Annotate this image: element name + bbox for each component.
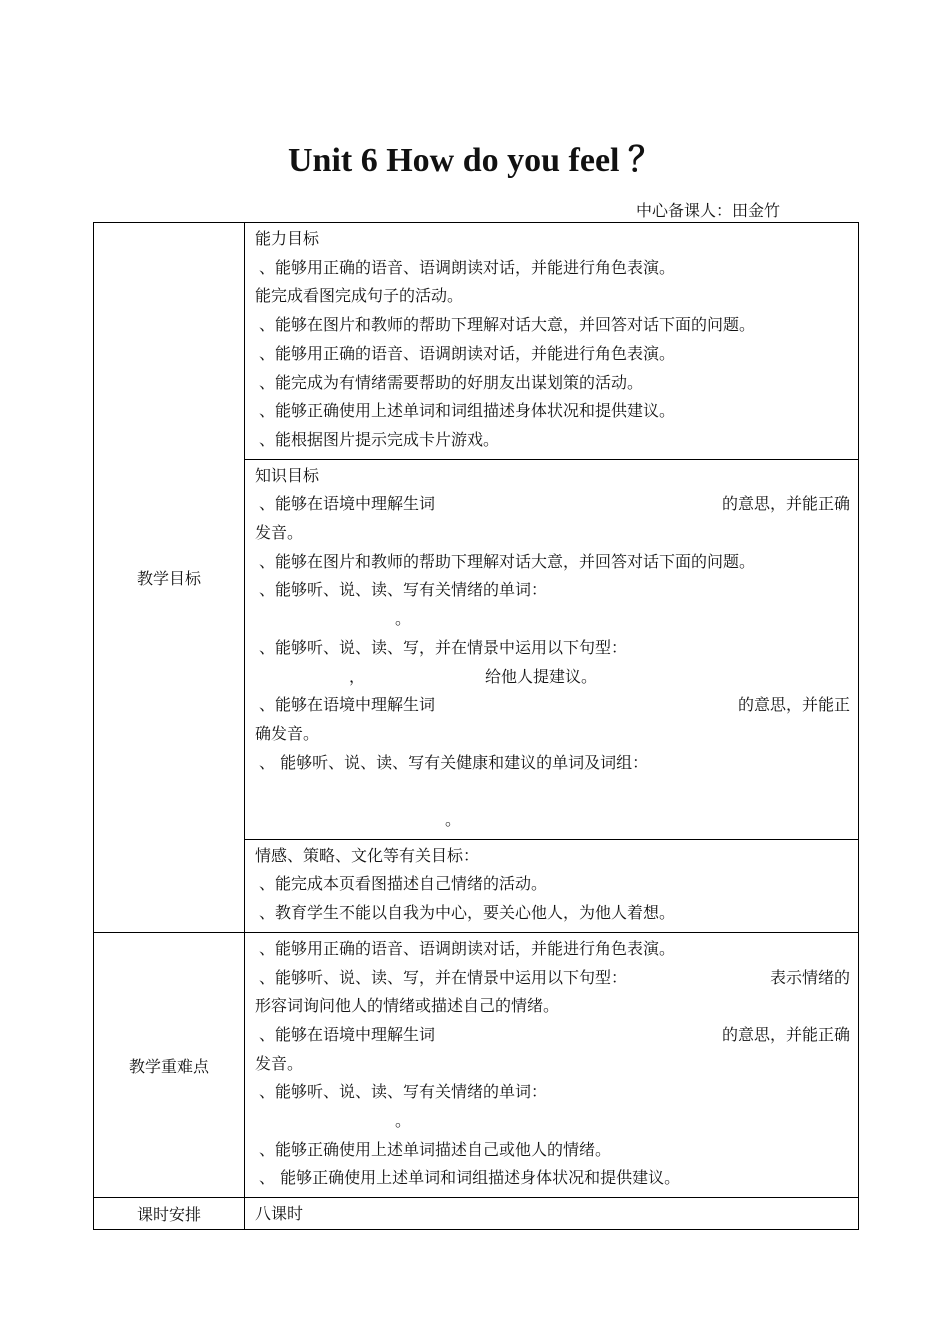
key-point-line <box>255 1021 850 1050</box>
key-point-line: 、能够用正确的语音、语调朗读对话，并能进行角色表演。 <box>259 938 676 958</box>
ability-row <box>94 223 859 460</box>
lesson-plan-table <box>93 222 859 1230</box>
key-point-line: 发音。 <box>255 1053 304 1073</box>
author-name: 田金竹 <box>732 201 781 220</box>
key-point-line: 、能够听、说、读、写有关情绪的单词： <box>259 1082 548 1102</box>
key-point-line: 、能够正确使用上述单词描述自己或他人的情绪。 <box>259 1139 612 1159</box>
ability-line: 、能够正确使用上述单词和词组描述身体状况和提供建议。 <box>259 401 676 421</box>
knowledge-line: 。 <box>395 609 412 629</box>
knowledge-line <box>255 691 850 720</box>
ability-line: 、能够用正确的语音、语调朗读对话，并能进行角色表演。 <box>259 343 676 363</box>
page-title: Unit 6 How do you feel ？ <box>288 142 662 179</box>
knowledge-heading: 知识目标 <box>255 465 320 485</box>
ability-line: 、能够用正确的语音、语调朗读对话，并能进行角色表演。 <box>259 257 676 277</box>
knowledge-text: 、能够在语境中理解生词 <box>259 695 436 715</box>
knowledge-line: 、能够听、说、读、写，并在情景中运用以下句型： <box>259 637 628 657</box>
schedule-label: 课时安排 <box>94 1198 245 1230</box>
schedule-value: 八课时 <box>255 1204 304 1224</box>
knowledge-blank <box>255 777 850 806</box>
affective-line: 、教育学生不能以自我为中心，要关心他人，为他人着想。 <box>259 903 676 923</box>
schedule-cell <box>245 1198 859 1230</box>
key-point-line: 形容词询问他人的情绪或描述自己的情绪。 <box>255 996 560 1016</box>
knowledge-text: 的意思，并能正 <box>737 695 850 715</box>
knowledge-line: 确发音。 <box>255 723 320 743</box>
author-label: 中心备课人： <box>636 201 733 220</box>
knowledge-line: 、 能够听、说、读、写有关健康和建议的单词及词组： <box>259 752 649 772</box>
knowledge-line <box>255 490 850 519</box>
ability-heading: 能力目标 <box>255 229 320 248</box>
key-point-line <box>255 964 850 993</box>
schedule-row <box>94 1198 859 1230</box>
knowledge-line: 发音。 <box>255 523 304 543</box>
ability-cell <box>245 223 859 460</box>
objectives-label: 教学目标 <box>94 223 245 933</box>
key-point-line: 。 <box>395 1111 412 1131</box>
ability-line: 、能根据图片提示完成卡片游戏。 <box>259 429 500 449</box>
knowledge-line: 。 <box>445 810 462 830</box>
key-points-cell <box>245 932 859 1197</box>
affective-cell <box>245 839 859 932</box>
knowledge-text: ， <box>348 666 365 686</box>
knowledge-text: 、能够在语境中理解生词 <box>259 494 436 514</box>
key-points-row <box>94 932 859 1197</box>
key-point-text: 、能够在语境中理解生词 <box>259 1024 436 1044</box>
key-point-text: 的意思，并能正确 <box>721 1024 850 1044</box>
knowledge-text: 给他人提建议。 <box>485 666 598 686</box>
ability-line: 能完成看图完成句子的活动。 <box>255 286 464 306</box>
knowledge-line <box>255 663 850 692</box>
knowledge-text: 的意思，并能正确 <box>721 494 850 514</box>
knowledge-line: 、能够听、说、读、写有关情绪的单词： <box>259 580 548 600</box>
knowledge-cell <box>245 459 859 839</box>
key-point-line: 、 能够正确使用上述单词和词组描述身体状况和提供建议。 <box>259 1168 681 1188</box>
key-point-text: 表示情绪的 <box>769 967 850 987</box>
author-line <box>636 198 780 221</box>
ability-line: 、能完成为有情绪需要帮助的好朋友出谋划策的活动。 <box>259 372 644 392</box>
knowledge-line: 、能够在图片和教师的帮助下理解对话大意，并回答对话下面的问题。 <box>259 551 756 571</box>
affective-line: 、能完成本页看图描述自己情绪的活动。 <box>259 874 548 894</box>
key-points-label: 教学重难点 <box>94 932 245 1197</box>
ability-line: 、能够在图片和教师的帮助下理解对话大意，并回答对话下面的问题。 <box>259 315 756 335</box>
affective-heading: 情感、策略、文化等有关目标： <box>255 845 480 865</box>
key-point-text: 、能够听、说、读、写，并在情景中运用以下句型： <box>259 967 628 987</box>
